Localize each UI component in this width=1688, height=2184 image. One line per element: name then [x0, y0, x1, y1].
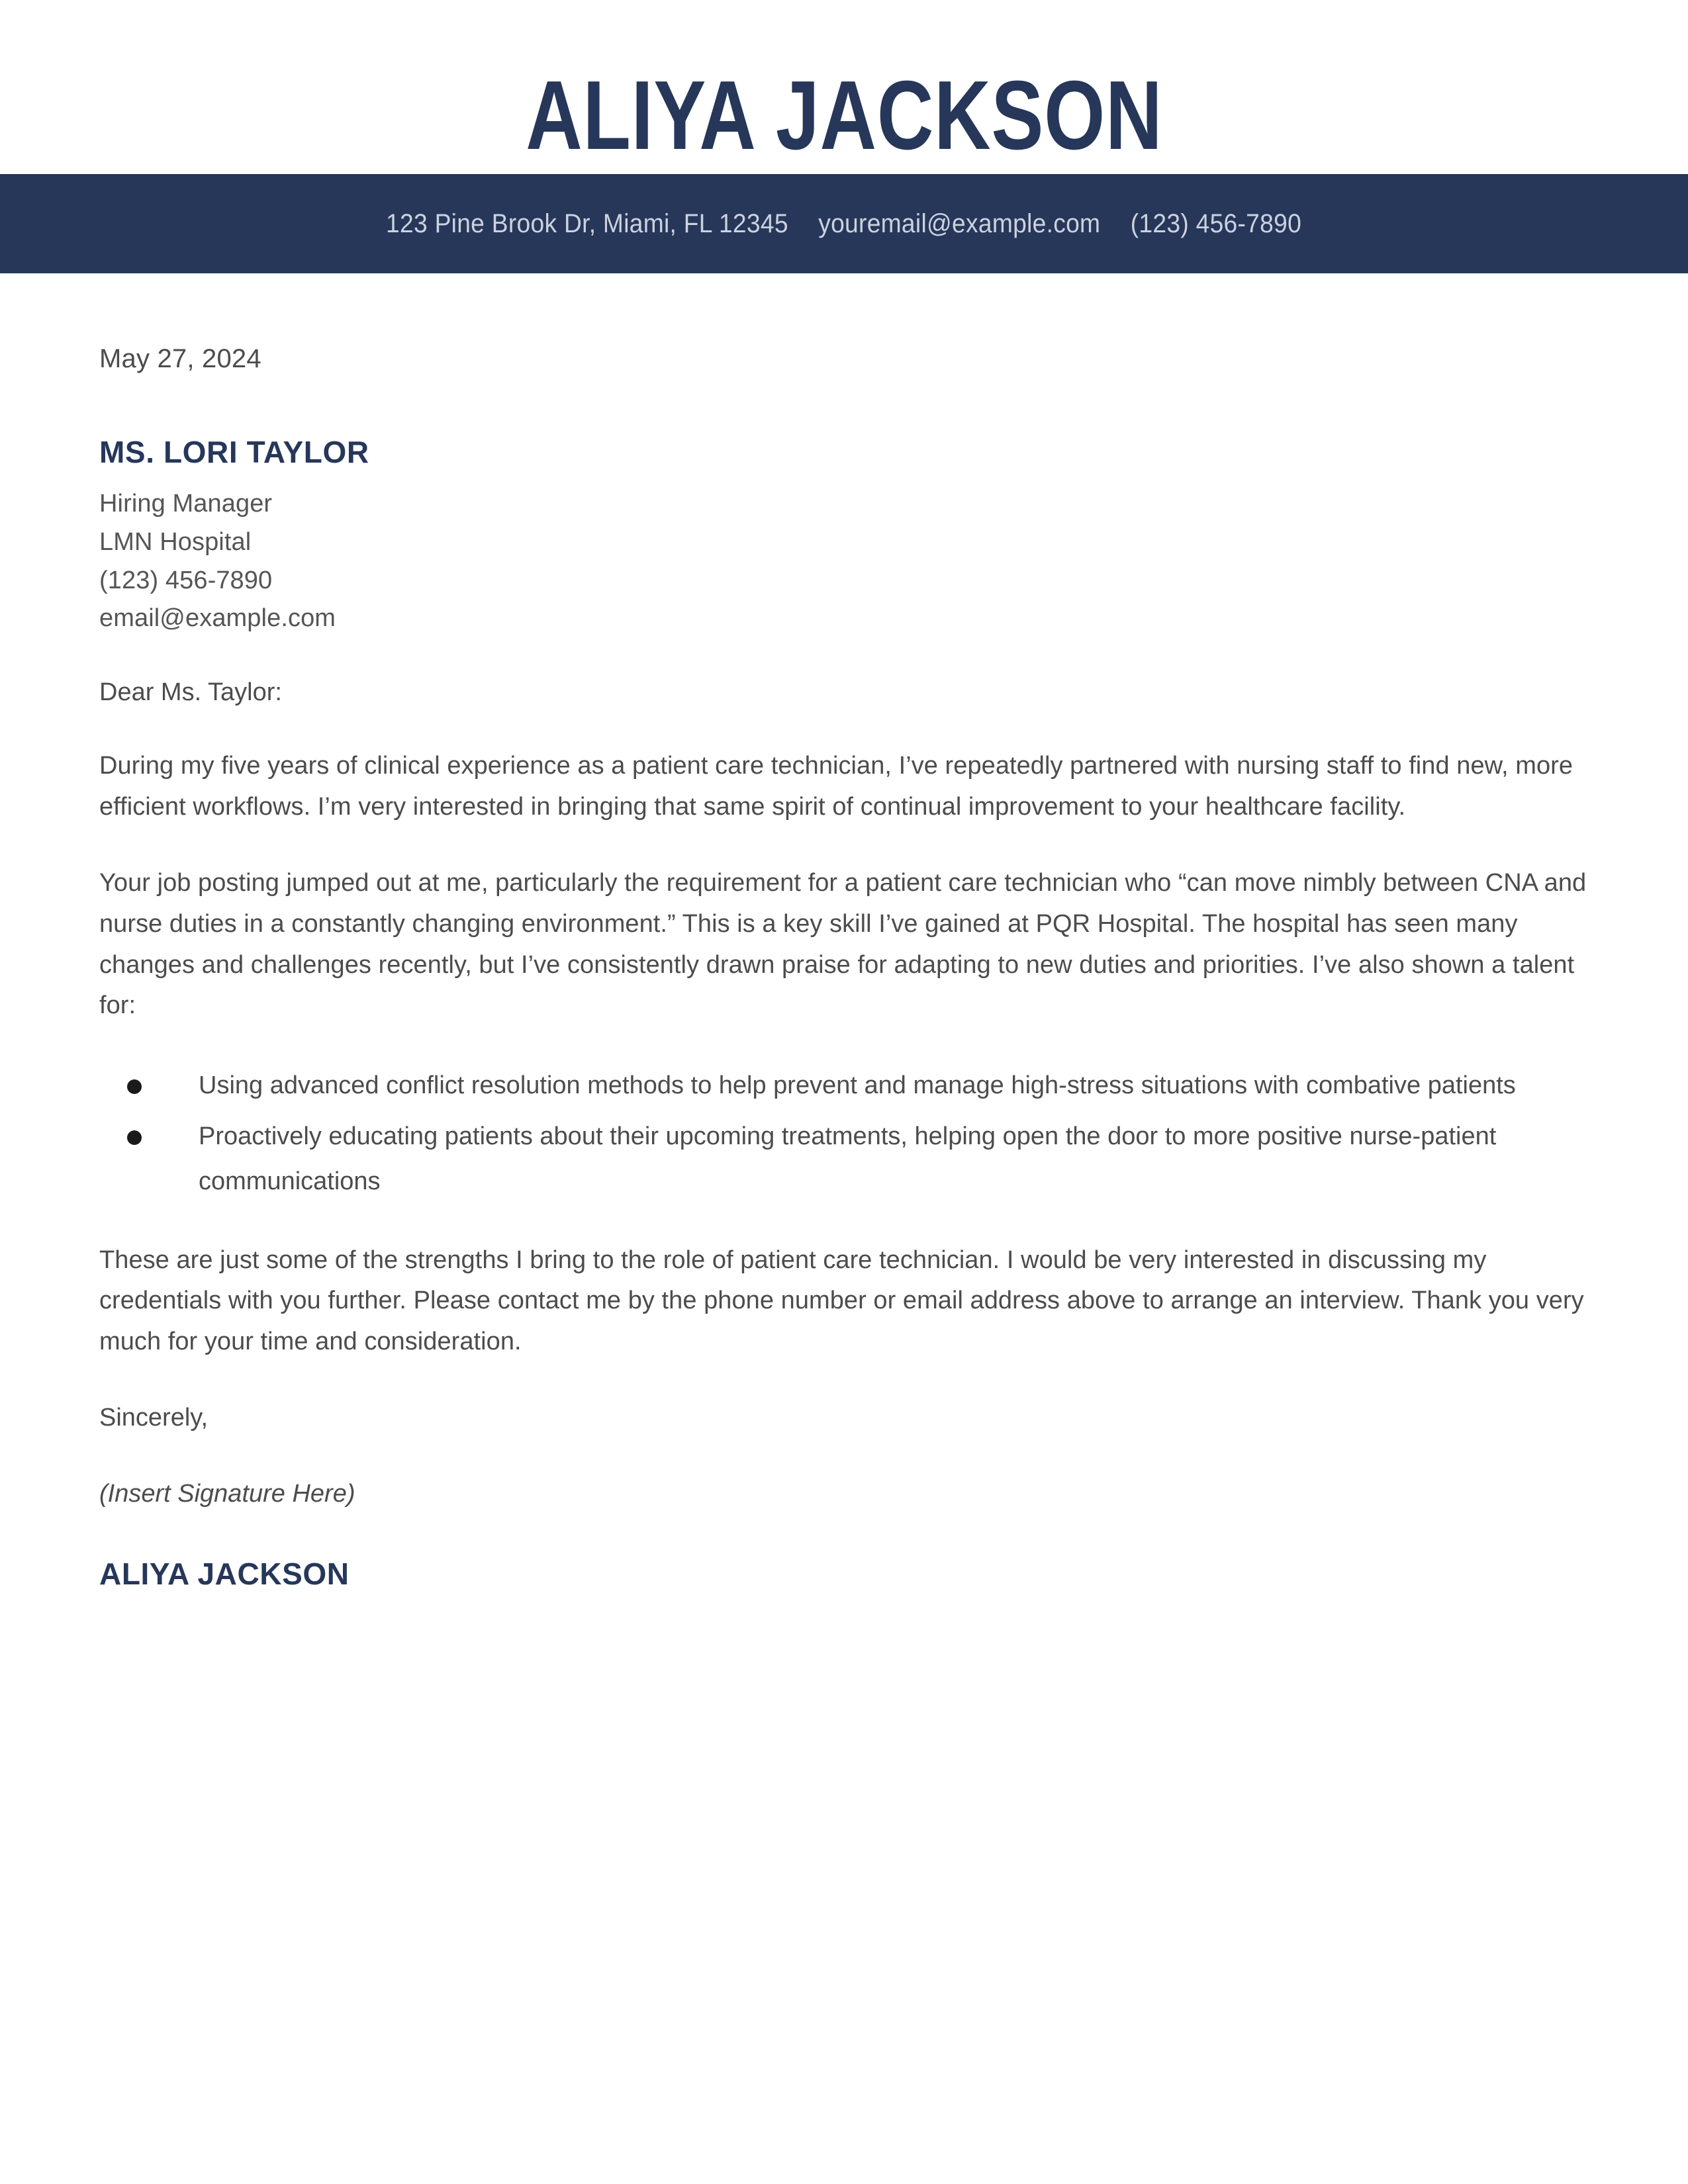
recipient-address-block — [99, 485, 1589, 638]
recipient-name: MS. LORI TAYLOR — [99, 435, 369, 469]
bullet-point-icon — [127, 1130, 142, 1145]
contact-banner — [0, 174, 1688, 273]
list-item — [99, 1064, 1589, 1109]
contact-line — [386, 210, 1301, 237]
list-item-text: Proactively educating patients about their upcoming treatments, helping open the door to more positive nurse-patient communications — [199, 1122, 1497, 1195]
list-item — [99, 1115, 1589, 1204]
contact-email[interactable]: youremail@example.com — [818, 209, 1101, 238]
contact-address: 123 Pine Brook Dr, Miami, FL 12345 — [386, 209, 789, 238]
strengths-bullet-list — [99, 1064, 1589, 1205]
contact-phone[interactable]: (123) 456-7890 — [1131, 209, 1302, 238]
letter-body — [0, 273, 1688, 1592]
signoff: Sincerely, — [99, 1404, 209, 1432]
body-paragraph-2: Your job posting jumped out at me, particularly the requirement for a patient care technician who “can move nimbly between CNA and nurse duties in a constantly changing environment.” This is a key skill I’ve gained at PQR Hospital. The hospital has seen many changes and challenges recently, but I’ve consistently drawn praise for adapting to new duties and priorities. I’ve also shown a talent for: — [99, 869, 1587, 1020]
body-paragraph-3: These are just some of the strengths I bring to the role of patient care technician. I would be very interested in discussing my credentials with you further. Please contact me by the phone number or email address above to arrange an interview. Thank you very much for your time and consideration. — [99, 1246, 1584, 1355]
recipient-email: email@example.com — [99, 604, 336, 633]
recipient-phone: (123) 456-7890 — [99, 566, 273, 594]
signer-name: ALIYA JACKSON — [99, 1556, 350, 1591]
applicant-name-heading: ALIYA JACKSON — [525, 61, 1163, 170]
signature-placeholder: (Insert Signature Here) — [99, 1480, 355, 1508]
letter-date: May 27, 2024 — [99, 344, 261, 373]
recipient-organization: LMN Hospital — [99, 527, 252, 556]
header-name-band — [0, 0, 1688, 174]
list-item-text: Using advanced conflict resolution methods to help prevent and manage high-stress situations with combative patients — [199, 1071, 1516, 1099]
body-paragraph-1: During my five years of clinical experience as a patient care technician, I’ve repeatedly partnered with nursing staff to find new, more efficient workflows. I’m very interested in bringing that same spirit of continual improvement to your healthcare facility. — [99, 752, 1573, 821]
salutation: Dear Ms. Taylor: — [99, 678, 282, 707]
recipient-title: Hiring Manager — [99, 490, 273, 518]
bullet-point-icon — [127, 1079, 142, 1094]
